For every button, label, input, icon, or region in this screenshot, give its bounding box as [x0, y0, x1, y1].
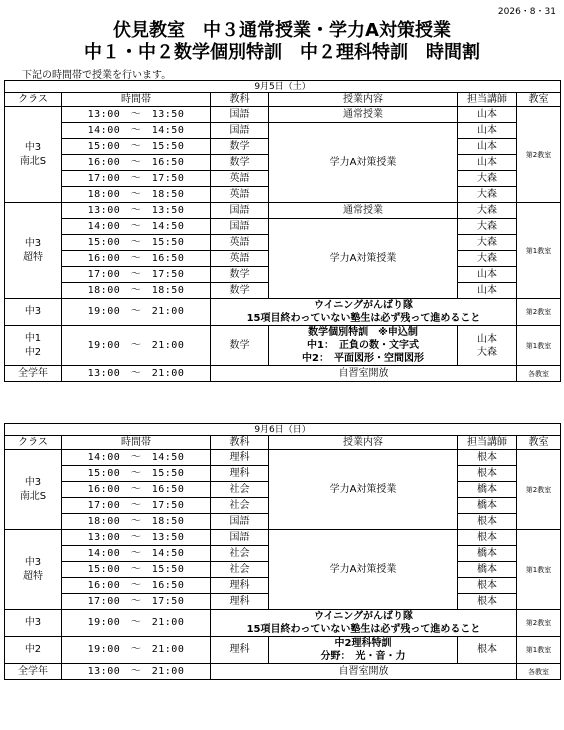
subject-cell: 理科 [211, 466, 269, 482]
table-row [5, 664, 561, 680]
time-cell: 15:00 ～ 15:50 [62, 235, 211, 251]
table-row [5, 637, 561, 664]
class-cell: 中3 [5, 299, 62, 326]
content-cell: ウイニングがんばり隊 15項目終わっていない塾生は必ず残って進めること [211, 610, 517, 637]
subject-cell: 社会 [211, 482, 269, 498]
class-cell: 中3 南北S [5, 450, 62, 530]
subject-cell: 数学 [211, 283, 269, 299]
time-cell: 16:00 ～ 16:50 [62, 578, 211, 594]
header-time: 時間帯 [62, 93, 211, 107]
teacher-cell: 大森 [458, 219, 517, 235]
class-cell: 中3 超特 [5, 530, 62, 610]
time-cell: 13:00 ～ 21:00 [62, 664, 211, 680]
table-row [5, 366, 561, 382]
room-cell: 第2教室 [517, 299, 561, 326]
header-subject: 教科 [211, 436, 269, 450]
day-label: 9月6日（日） [5, 424, 561, 436]
subject-cell: 英語 [211, 187, 269, 203]
class-cell: 全学年 [5, 366, 62, 382]
time-cell: 17:00 ～ 17:50 [62, 171, 211, 187]
teacher-cell: 根本 [458, 514, 517, 530]
time-cell: 13:00 ～ 21:00 [62, 366, 211, 382]
room-cell: 第1教室 [517, 530, 561, 610]
time-cell: 19:00 ～ 21:00 [62, 610, 211, 637]
time-cell: 13:00 ～ 13:50 [62, 107, 211, 123]
content-cell: 中2理科特訓 分野： 光・音・力 [269, 637, 458, 664]
content-cell: 自習室開放 [211, 664, 517, 680]
content-cell: ウイニングがんばり隊 15項目終わっていない塾生は必ず残って進めること [211, 299, 517, 326]
time-cell: 16:00 ～ 16:50 [62, 251, 211, 267]
room-cell: 第2教室 [517, 107, 561, 203]
time-cell: 15:00 ～ 15:50 [62, 139, 211, 155]
title-line-2: 中１・中２数学個別特訓 中２理科特訓 時間割 [84, 42, 480, 63]
time-cell: 15:00 ～ 15:50 [62, 562, 211, 578]
room-cell: 第1教室 [517, 637, 561, 664]
time-cell: 19:00 ～ 21:00 [62, 326, 211, 366]
subject-cell: 国語 [211, 514, 269, 530]
subject-cell: 理科 [211, 637, 269, 664]
time-cell: 14:00 ～ 14:50 [62, 546, 211, 562]
subject-cell: 英語 [211, 171, 269, 187]
subject-cell: 英語 [211, 251, 269, 267]
room-cell: 第1教室 [517, 203, 561, 299]
table-row [5, 203, 561, 219]
subject-cell: 国語 [211, 219, 269, 235]
time-cell: 17:00 ～ 17:50 [62, 594, 211, 610]
teacher-cell: 大森 [458, 235, 517, 251]
room-cell: 各教室 [517, 664, 561, 680]
subject-cell: 数学 [211, 267, 269, 283]
time-cell: 14:00 ～ 14:50 [62, 450, 211, 466]
subject-cell: 国語 [211, 107, 269, 123]
subject-cell: 理科 [211, 578, 269, 594]
content-cell: 自習室開放 [211, 366, 517, 382]
subject-cell: 英語 [211, 235, 269, 251]
time-cell: 13:00 ～ 13:50 [62, 203, 211, 219]
teacher-cell: 橋本 [458, 546, 517, 562]
room-cell: 各教室 [517, 366, 561, 382]
time-cell: 16:00 ～ 16:50 [62, 155, 211, 171]
subject-cell: 社会 [211, 562, 269, 578]
room-cell: 第2教室 [517, 610, 561, 637]
class-cell: 全学年 [5, 664, 62, 680]
teacher-cell: 山本 [458, 155, 517, 171]
subject-cell: 国語 [211, 123, 269, 139]
teacher-cell: 大森 [458, 171, 517, 187]
teacher-cell: 根本 [458, 450, 517, 466]
header-room: 教室 [517, 436, 561, 450]
teacher-cell: 根本 [458, 578, 517, 594]
teacher-cell: 根本 [458, 530, 517, 546]
teacher-cell: 根本 [458, 637, 517, 664]
header-teacher: 担当講師 [458, 93, 517, 107]
teacher-cell: 橋本 [458, 498, 517, 514]
teacher-cell: 大森 [458, 251, 517, 267]
table-row [5, 299, 561, 326]
subject-cell: 数学 [211, 326, 269, 366]
teacher-cell: 山本 大森 [458, 326, 517, 366]
header-teacher: 担当講師 [458, 436, 517, 450]
teacher-cell: 橋本 [458, 482, 517, 498]
teacher-cell: 大森 [458, 203, 517, 219]
class-cell: 中3 [5, 610, 62, 637]
time-cell: 18:00 ～ 18:50 [62, 187, 211, 203]
time-cell: 13:00 ～ 13:50 [62, 530, 211, 546]
day-label: 9月5日（土） [5, 81, 561, 93]
subject-cell: 社会 [211, 546, 269, 562]
schedule-table-day2 [4, 423, 561, 680]
table-row [5, 450, 561, 466]
table-row [5, 123, 561, 139]
time-cell: 19:00 ～ 21:00 [62, 637, 211, 664]
table-row [5, 219, 561, 235]
subject-cell: 数学 [211, 155, 269, 171]
teacher-cell: 大森 [458, 187, 517, 203]
table-row [5, 610, 561, 637]
table-row [5, 326, 561, 366]
schedule-table-day1 [4, 80, 561, 382]
room-cell: 第2教室 [517, 450, 561, 530]
content-cell: 通常授業 [269, 203, 458, 219]
time-cell: 19:00 ～ 21:00 [62, 299, 211, 326]
header-content: 授業内容 [269, 436, 458, 450]
time-cell: 16:00 ～ 16:50 [62, 482, 211, 498]
subject-cell: 国語 [211, 530, 269, 546]
class-cell: 中1 中2 [5, 326, 62, 366]
teacher-cell: 山本 [458, 123, 517, 139]
subject-cell: 数学 [211, 139, 269, 155]
time-cell: 18:00 ～ 18:50 [62, 283, 211, 299]
teacher-cell: 橋本 [458, 562, 517, 578]
teacher-cell: 根本 [458, 594, 517, 610]
class-cell: 中2 [5, 637, 62, 664]
room-cell: 第1教室 [517, 326, 561, 366]
intro-note: 下記の時間帯で授業を行います。 [22, 70, 172, 81]
title-line-1: 伏見教室 中３通常授業・学力A対策授業 [113, 20, 451, 41]
subject-cell: 国語 [211, 203, 269, 219]
content-cell: 学力A対策授業 [269, 123, 458, 203]
time-cell: 17:00 ～ 17:50 [62, 498, 211, 514]
time-cell: 17:00 ～ 17:50 [62, 267, 211, 283]
table-row [5, 107, 561, 123]
header-room: 教室 [517, 93, 561, 107]
header-content: 授業内容 [269, 93, 458, 107]
teacher-cell: 山本 [458, 267, 517, 283]
subject-cell: 社会 [211, 498, 269, 514]
header-subject: 教科 [211, 93, 269, 107]
time-cell: 14:00 ～ 14:50 [62, 219, 211, 235]
class-cell: 中3 南北S [5, 107, 62, 203]
teacher-cell: 山本 [458, 139, 517, 155]
teacher-cell: 山本 [458, 107, 517, 123]
content-cell: 学力A対策授業 [269, 219, 458, 299]
header-time: 時間帯 [62, 436, 211, 450]
teacher-cell: 山本 [458, 283, 517, 299]
header-class: クラス [5, 436, 62, 450]
header-class: クラス [5, 93, 62, 107]
subject-cell: 理科 [211, 594, 269, 610]
content-cell: 通常授業 [269, 107, 458, 123]
time-cell: 14:00 ～ 14:50 [62, 123, 211, 139]
document-date: 2026・8・31 [497, 7, 556, 17]
subject-cell: 理科 [211, 450, 269, 466]
content-cell: 学力A対策授業 [269, 450, 458, 530]
time-cell: 15:00 ～ 15:50 [62, 466, 211, 482]
teacher-cell: 根本 [458, 466, 517, 482]
time-cell: 18:00 ～ 18:50 [62, 514, 211, 530]
content-cell: 学力A対策授業 [269, 530, 458, 610]
content-cell: 数学個別特訓 ※申込制 中1： 正負の数・文字式 中2： 平面図形・空間図形 [269, 326, 458, 366]
table-row [5, 530, 561, 546]
class-cell: 中3 超特 [5, 203, 62, 299]
